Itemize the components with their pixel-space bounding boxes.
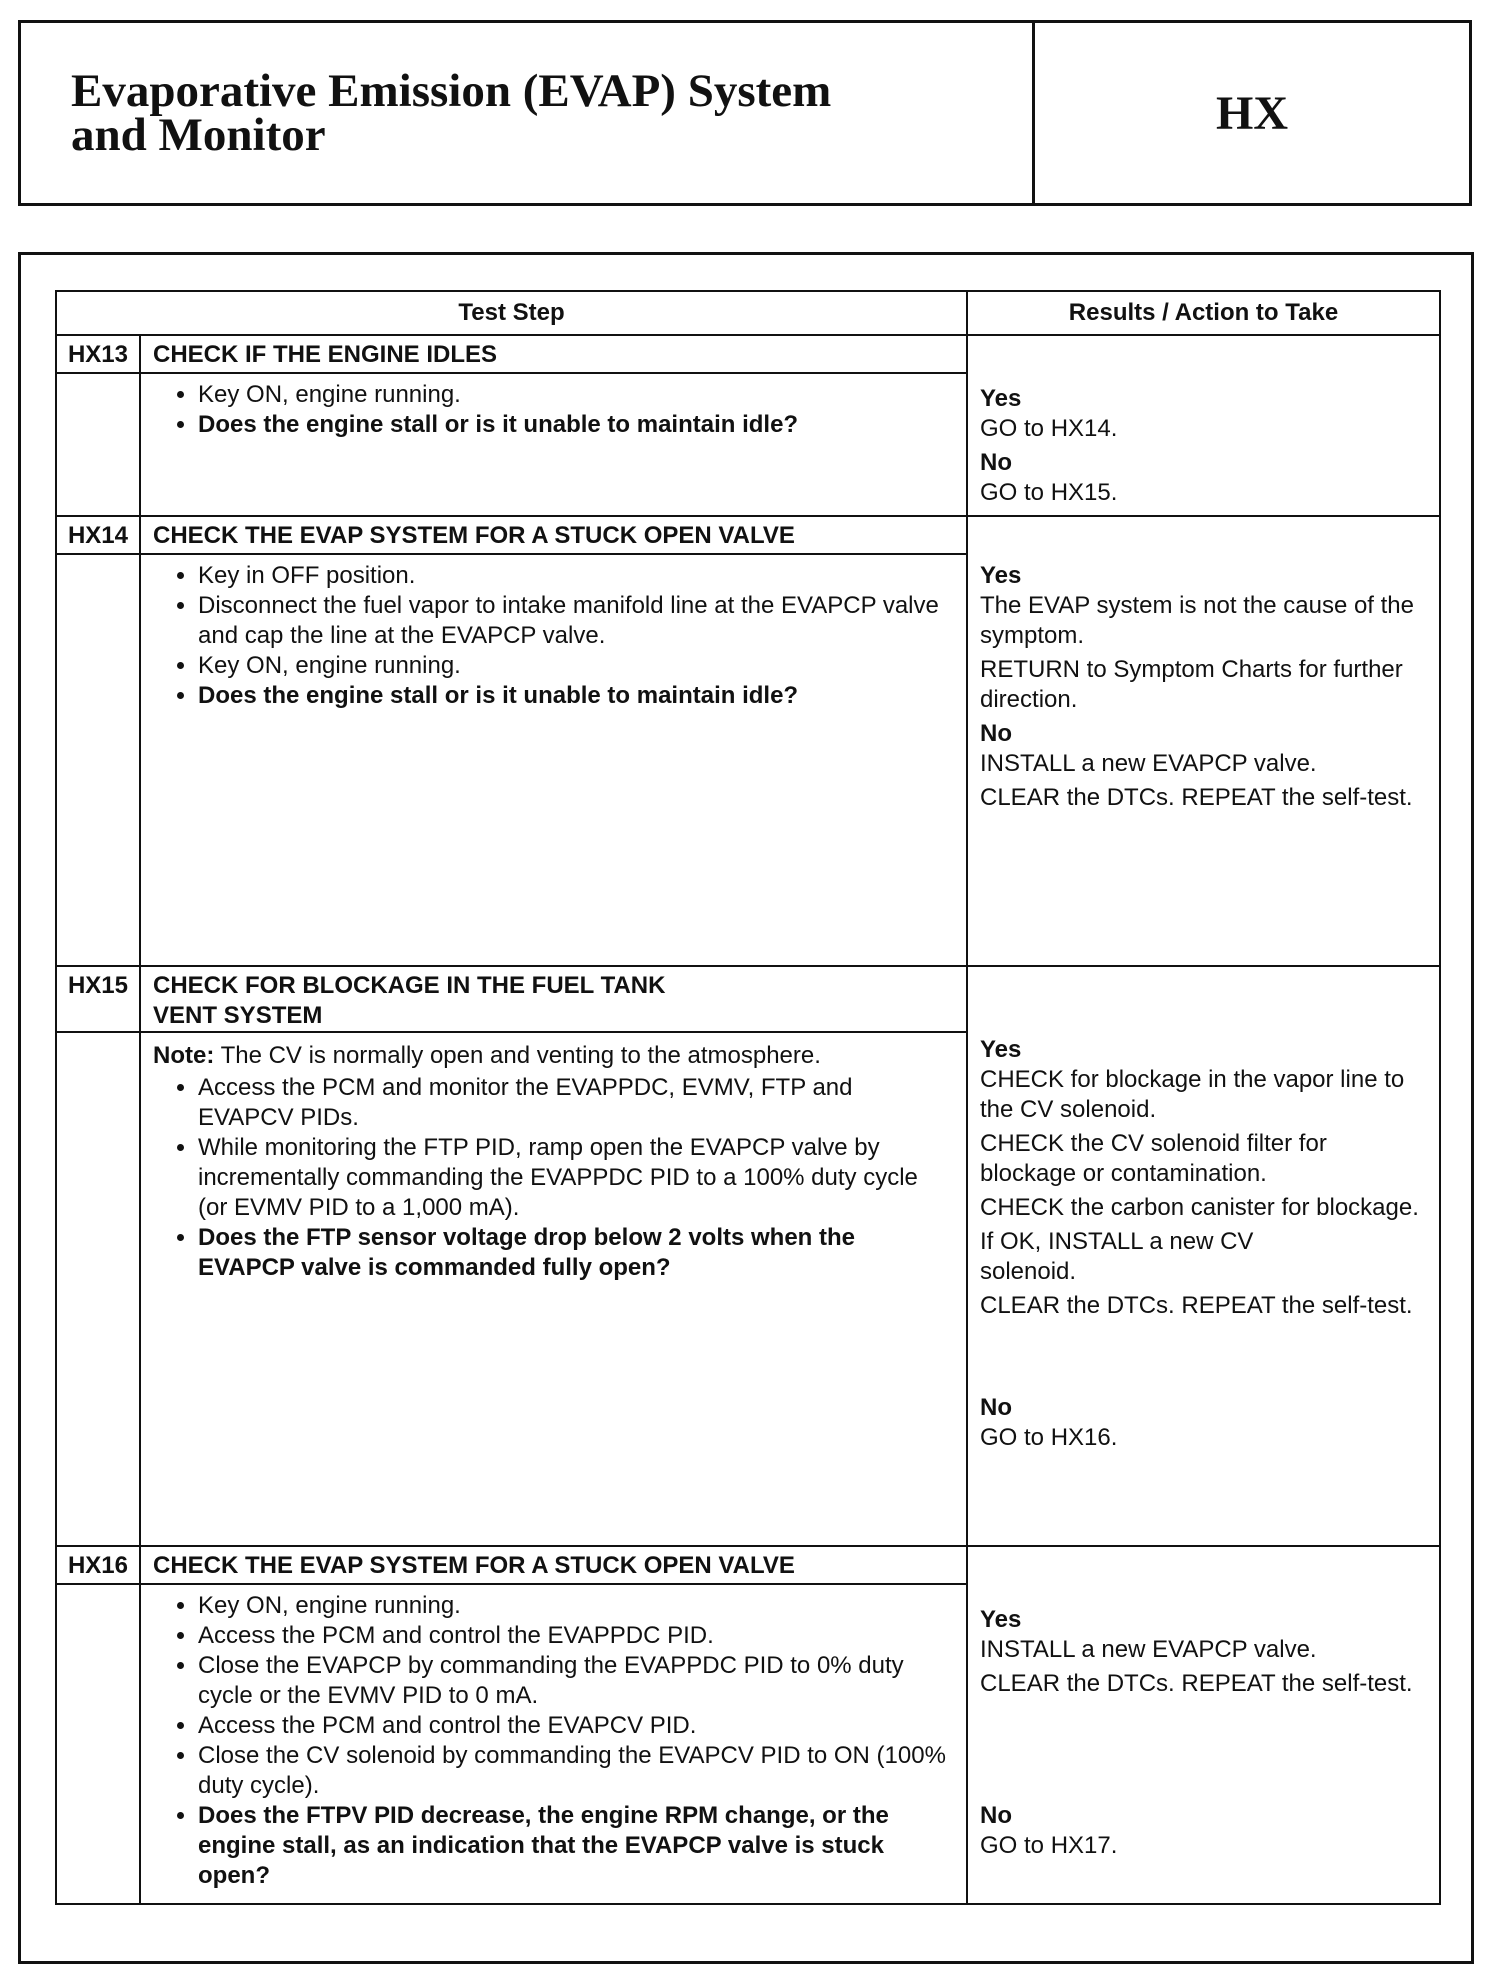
list-item: • Key ON, engine running. bbox=[198, 1591, 946, 1621]
result-no-text: GO to HX15. bbox=[980, 479, 1118, 506]
column-header-results: Results / Action to Take bbox=[967, 291, 1440, 335]
result-yes-text: CHECK the CV solenoid filter for blockage or contamination. bbox=[980, 1130, 1327, 1187]
result-no-label: No bbox=[980, 449, 1012, 476]
result-yes-text: GO to HX14. bbox=[980, 415, 1118, 442]
step-instructions bbox=[153, 380, 946, 440]
result-yes-label: Yes bbox=[980, 385, 1022, 412]
list-item: • Key in OFF position. bbox=[198, 561, 946, 591]
step-body bbox=[140, 554, 967, 966]
step-id: HX13 bbox=[56, 335, 140, 373]
step-id: HX16 bbox=[56, 1546, 140, 1584]
note-text: The CV is normally open and venting to the atmosphere. bbox=[220, 1042, 821, 1069]
column-header-test-step: Test Step bbox=[56, 291, 967, 335]
step-title-row bbox=[56, 966, 1440, 1032]
step-instructions bbox=[153, 1073, 946, 1283]
test-step-table bbox=[55, 290, 1441, 1905]
step-result bbox=[967, 966, 1440, 1546]
step-result bbox=[967, 335, 1440, 516]
list-item: • Does the engine stall or is it unable to maintain idle? bbox=[198, 410, 946, 440]
list-item: • Key ON, engine running. bbox=[198, 380, 946, 410]
list-item: • Close the CV solenoid by commanding the EVAPCV PID to ON (100% duty cycle). bbox=[198, 1741, 946, 1801]
result-yes-text: INSTALL a new EVAPCP valve. bbox=[980, 1636, 1317, 1663]
step-instructions bbox=[153, 1591, 946, 1891]
note-label: Note: bbox=[153, 1042, 215, 1069]
step-id-spacer bbox=[56, 1032, 140, 1546]
page-header bbox=[18, 20, 1472, 206]
step-title: CHECK THE EVAP SYSTEM FOR A STUCK OPEN VALVE bbox=[140, 516, 967, 554]
page-title-line2: and Monitor bbox=[71, 109, 326, 161]
step-body bbox=[140, 373, 967, 516]
result-yes-label: Yes bbox=[980, 562, 1022, 589]
step-id-spacer bbox=[56, 373, 140, 516]
result-yes-text: CLEAR the DTCs. REPEAT the self-test. bbox=[980, 1670, 1413, 1697]
step-result bbox=[967, 1546, 1440, 1904]
step-title-row bbox=[56, 516, 1440, 554]
list-item: • Disconnect the fuel vapor to intake manifold line at the EVAPCP valve and cap the line at the EVAPCP valve. bbox=[198, 591, 946, 651]
step-title-row bbox=[56, 1546, 1440, 1584]
result-yes-text: CHECK for blockage in the vapor line to the CV solenoid. bbox=[980, 1066, 1405, 1123]
result-no-label: No bbox=[980, 720, 1012, 747]
page-title bbox=[21, 23, 1035, 203]
result-no-text: CLEAR the DTCs. REPEAT the self-test. bbox=[980, 784, 1413, 811]
section-code: HX bbox=[1216, 86, 1288, 140]
page-title-line1: Evaporative Emission (EVAP) System bbox=[71, 65, 832, 117]
step-title: CHECK IF THE ENGINE IDLES bbox=[140, 335, 967, 373]
list-item: • Access the PCM and control the EVAPPDC PID. bbox=[198, 1621, 946, 1651]
list-item: • Does the FTP sensor voltage drop below 2 volts when the EVAPCP valve is commanded fully open? bbox=[198, 1223, 946, 1283]
step-id-spacer bbox=[56, 554, 140, 966]
list-item: • Access the PCM and monitor the EVAPPDC, EVMV, FTP and EVAPCV PIDs. bbox=[198, 1073, 946, 1133]
result-no-text: GO to HX17. bbox=[980, 1832, 1118, 1859]
result-yes-label: Yes bbox=[980, 1036, 1022, 1063]
step-id: HX14 bbox=[56, 516, 140, 554]
step-result bbox=[967, 516, 1440, 966]
step-title: CHECK THE EVAP SYSTEM FOR A STUCK OPEN VALVE bbox=[140, 1546, 967, 1584]
step-id: HX15 bbox=[56, 966, 140, 1032]
list-item: • While monitoring the FTP PID, ramp open the EVAPCP valve by incrementally commanding the EVAPPDC PID to a 100% duty cycle (or EVMV PID to a 1,000 mA). bbox=[198, 1133, 946, 1223]
list-item: • Access the PCM and control the EVAPCV PID. bbox=[198, 1711, 946, 1741]
step-id-spacer bbox=[56, 1584, 140, 1904]
result-yes-text: CLEAR the DTCs. REPEAT the self-test. bbox=[980, 1292, 1413, 1319]
result-yes-text: The EVAP system is not the cause of the symptom. bbox=[980, 592, 1415, 649]
step-title-row bbox=[56, 335, 1440, 373]
result-no-label: No bbox=[980, 1802, 1012, 1829]
step-title: CHECK FOR BLOCKAGE IN THE FUEL TANK VENT SYSTEM bbox=[140, 966, 967, 1032]
result-no-text: INSTALL a new EVAPCP valve. bbox=[980, 750, 1317, 777]
table-header-row bbox=[56, 291, 1440, 335]
step-body bbox=[140, 1032, 967, 1546]
step-note bbox=[153, 1041, 946, 1071]
result-no-text: GO to HX16. bbox=[980, 1424, 1118, 1451]
step-instructions bbox=[153, 561, 946, 711]
result-yes-text: If OK, INSTALL a new CV solenoid. bbox=[980, 1228, 1254, 1285]
list-item: • Close the EVAPCP by commanding the EVAPPDC PID to 0% duty cycle or the EVMV PID to 0 mA. bbox=[198, 1651, 946, 1711]
result-yes-text: RETURN to Symptom Charts for further direction. bbox=[980, 656, 1403, 713]
step-body bbox=[140, 1584, 967, 1904]
result-yes-text: CHECK the carbon canister for blockage. bbox=[980, 1194, 1419, 1221]
list-item: • Does the engine stall or is it unable to maintain idle? bbox=[198, 681, 946, 711]
list-item: • Key ON, engine running. bbox=[198, 651, 946, 681]
result-yes-label: Yes bbox=[980, 1606, 1022, 1633]
result-no-label: No bbox=[980, 1394, 1012, 1421]
list-item: • Does the FTPV PID decrease, the engine RPM change, or the engine stall, as an indication that the EVAPCP valve is stuck open? bbox=[198, 1801, 946, 1891]
